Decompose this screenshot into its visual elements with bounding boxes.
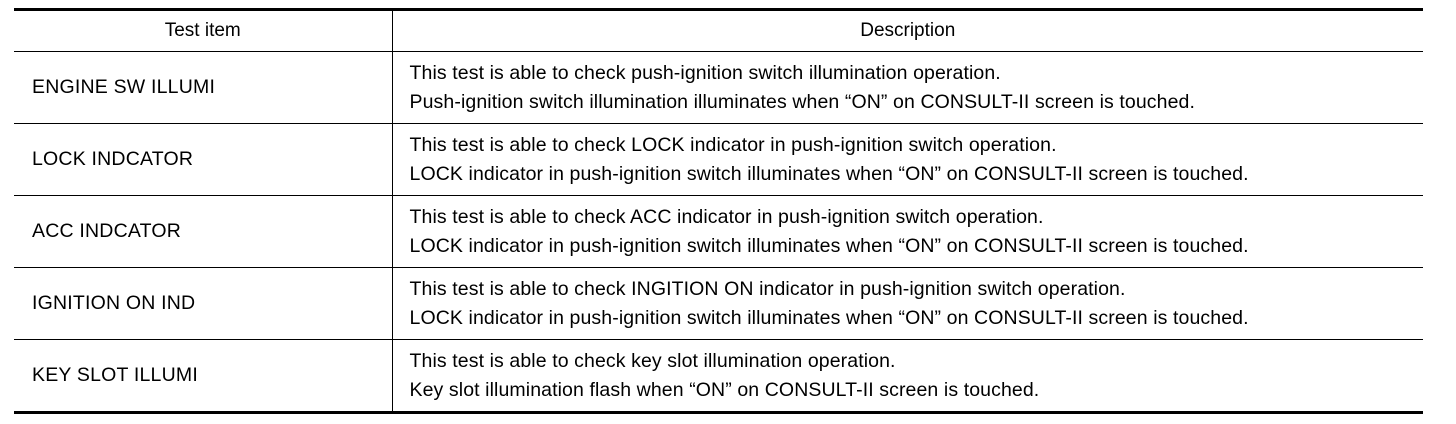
- description-line: This test is able to check LOCK indicator in push-ignition switch operation.: [409, 133, 1057, 156]
- description-line: This test is able to check push-ignition switch illumination operation.: [409, 61, 1001, 84]
- description-cell: [392, 196, 1423, 268]
- description-line: Key slot illumination flash when “ON” on CONSULT-II screen is touched.: [409, 378, 1040, 401]
- description-line: LOCK indicator in push-ignition switch illuminates when “ON” on CONSULT-II screen is touched.: [409, 306, 1249, 329]
- description-line: LOCK indicator in push-ignition switch illuminates when “ON” on CONSULT-II screen is touched.: [409, 162, 1249, 185]
- description-line: This test is able to check ACC indicator in push-ignition switch operation.: [409, 205, 1044, 228]
- description-cell: [392, 340, 1423, 413]
- test-item-table: [14, 8, 1423, 414]
- table-row: [14, 124, 1423, 196]
- description-line: LOCK indicator in push-ignition switch illuminates when “ON” on CONSULT-II screen is touched.: [409, 234, 1249, 257]
- description-cell: [392, 52, 1423, 124]
- test-item-cell: IGNITION ON IND: [14, 268, 392, 340]
- table-row: [14, 268, 1423, 340]
- description-line: Push-ignition switch illumination illuminates when “ON” on CONSULT-II screen is touched.: [409, 90, 1196, 113]
- description-line: This test is able to check key slot illumination operation.: [409, 349, 896, 372]
- table-row: [14, 52, 1423, 124]
- header-description: Description: [392, 10, 1423, 52]
- table-row: [14, 196, 1423, 268]
- test-item-cell: ENGINE SW ILLUMI: [14, 52, 392, 124]
- description-cell: [392, 124, 1423, 196]
- table-header: [14, 10, 1423, 52]
- description-line: This test is able to check INGITION ON indicator in push-ignition switch operation.: [409, 277, 1126, 300]
- header-row: [14, 10, 1423, 52]
- header-test-item: Test item: [14, 10, 392, 52]
- table-body: [14, 52, 1423, 413]
- test-item-cell: LOCK INDCATOR: [14, 124, 392, 196]
- description-cell: [392, 268, 1423, 340]
- test-item-cell: ACC INDCATOR: [14, 196, 392, 268]
- test-item-cell: KEY SLOT ILLUMI: [14, 340, 392, 413]
- table-row: [14, 340, 1423, 413]
